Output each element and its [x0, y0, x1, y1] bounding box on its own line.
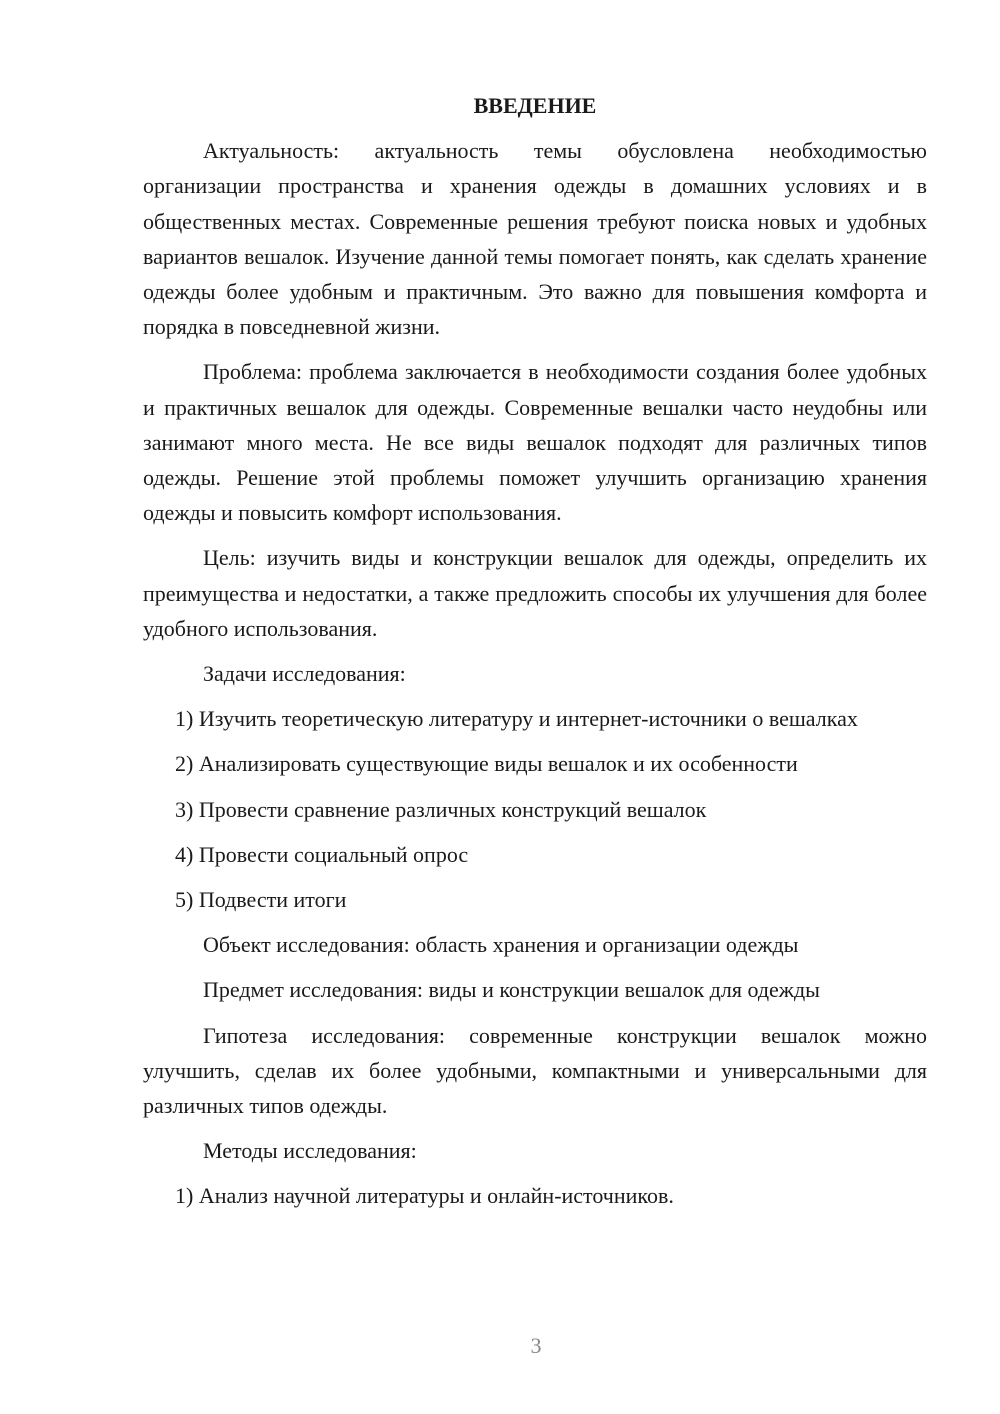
- task-item-2: 2) Анализировать существующие виды вешалок и их особенности: [175, 751, 798, 777]
- object-paragraph: Объект исследования: область хранения и организации одежды: [203, 932, 799, 958]
- task-item-4: 4) Провести социальный опрос: [175, 841, 469, 867]
- method-item-1: 1) Анализ научной литературы и онлайн-источников.: [175, 1183, 674, 1209]
- section-heading: ВВЕДЕНИЕ: [473, 93, 597, 118]
- methods-title: Методы исследования:: [203, 1138, 417, 1164]
- relevance-paragraph: Актуальность: актуальность темы обусловлена необходимостью организации пространства и хранения одежды в домашних условиях и в общественных местах. Современные решения требуют поиска новых и удобных вариантов вешалок. Изучение данной темы помогает понять, как сделать хранение одежды более удобным и практичным. Это важно для повышения комфорта и порядка в повседневной жизни.: [143, 138, 927, 340]
- task-item-3: 3) Провести сравнение различных конструкций вешалок: [175, 796, 707, 822]
- document-page: [143, 88, 927, 1224]
- tasks-title: Задачи исследования:: [203, 661, 406, 687]
- task-item-5: 5) Подвести итоги: [175, 887, 347, 913]
- page-number: 3: [530, 1333, 542, 1358]
- problem-paragraph: Проблема: проблема заключается в необходимости создания более удобных и практичных вешалок для одежды. Современные вешалки часто неудобны или занимают много места. Не все виды вешалок подходят для различных типов одежды. Решение этой проблемы поможет улучшить организацию хранения одежды и повысить комфорт использования.: [143, 359, 927, 526]
- hypothesis-paragraph: Гипотеза исследования: современные конструкции вешалок можно улучшить, сделав их более удобными, компактными и универсальными для различных типов одежды.: [143, 1022, 927, 1119]
- goal-paragraph: Цель: изучить виды и конструкции вешалок для одежды, определить их преимущества и недостатки, а также предложить способы их улучшения для более удобного использования.: [143, 545, 927, 641]
- subject-paragraph: Предмет исследования: виды и конструкции вешалок для одежды: [203, 977, 820, 1003]
- task-item-1: 1) Изучить теоретическую литературу и интернет-источники о вешалках: [175, 706, 858, 732]
